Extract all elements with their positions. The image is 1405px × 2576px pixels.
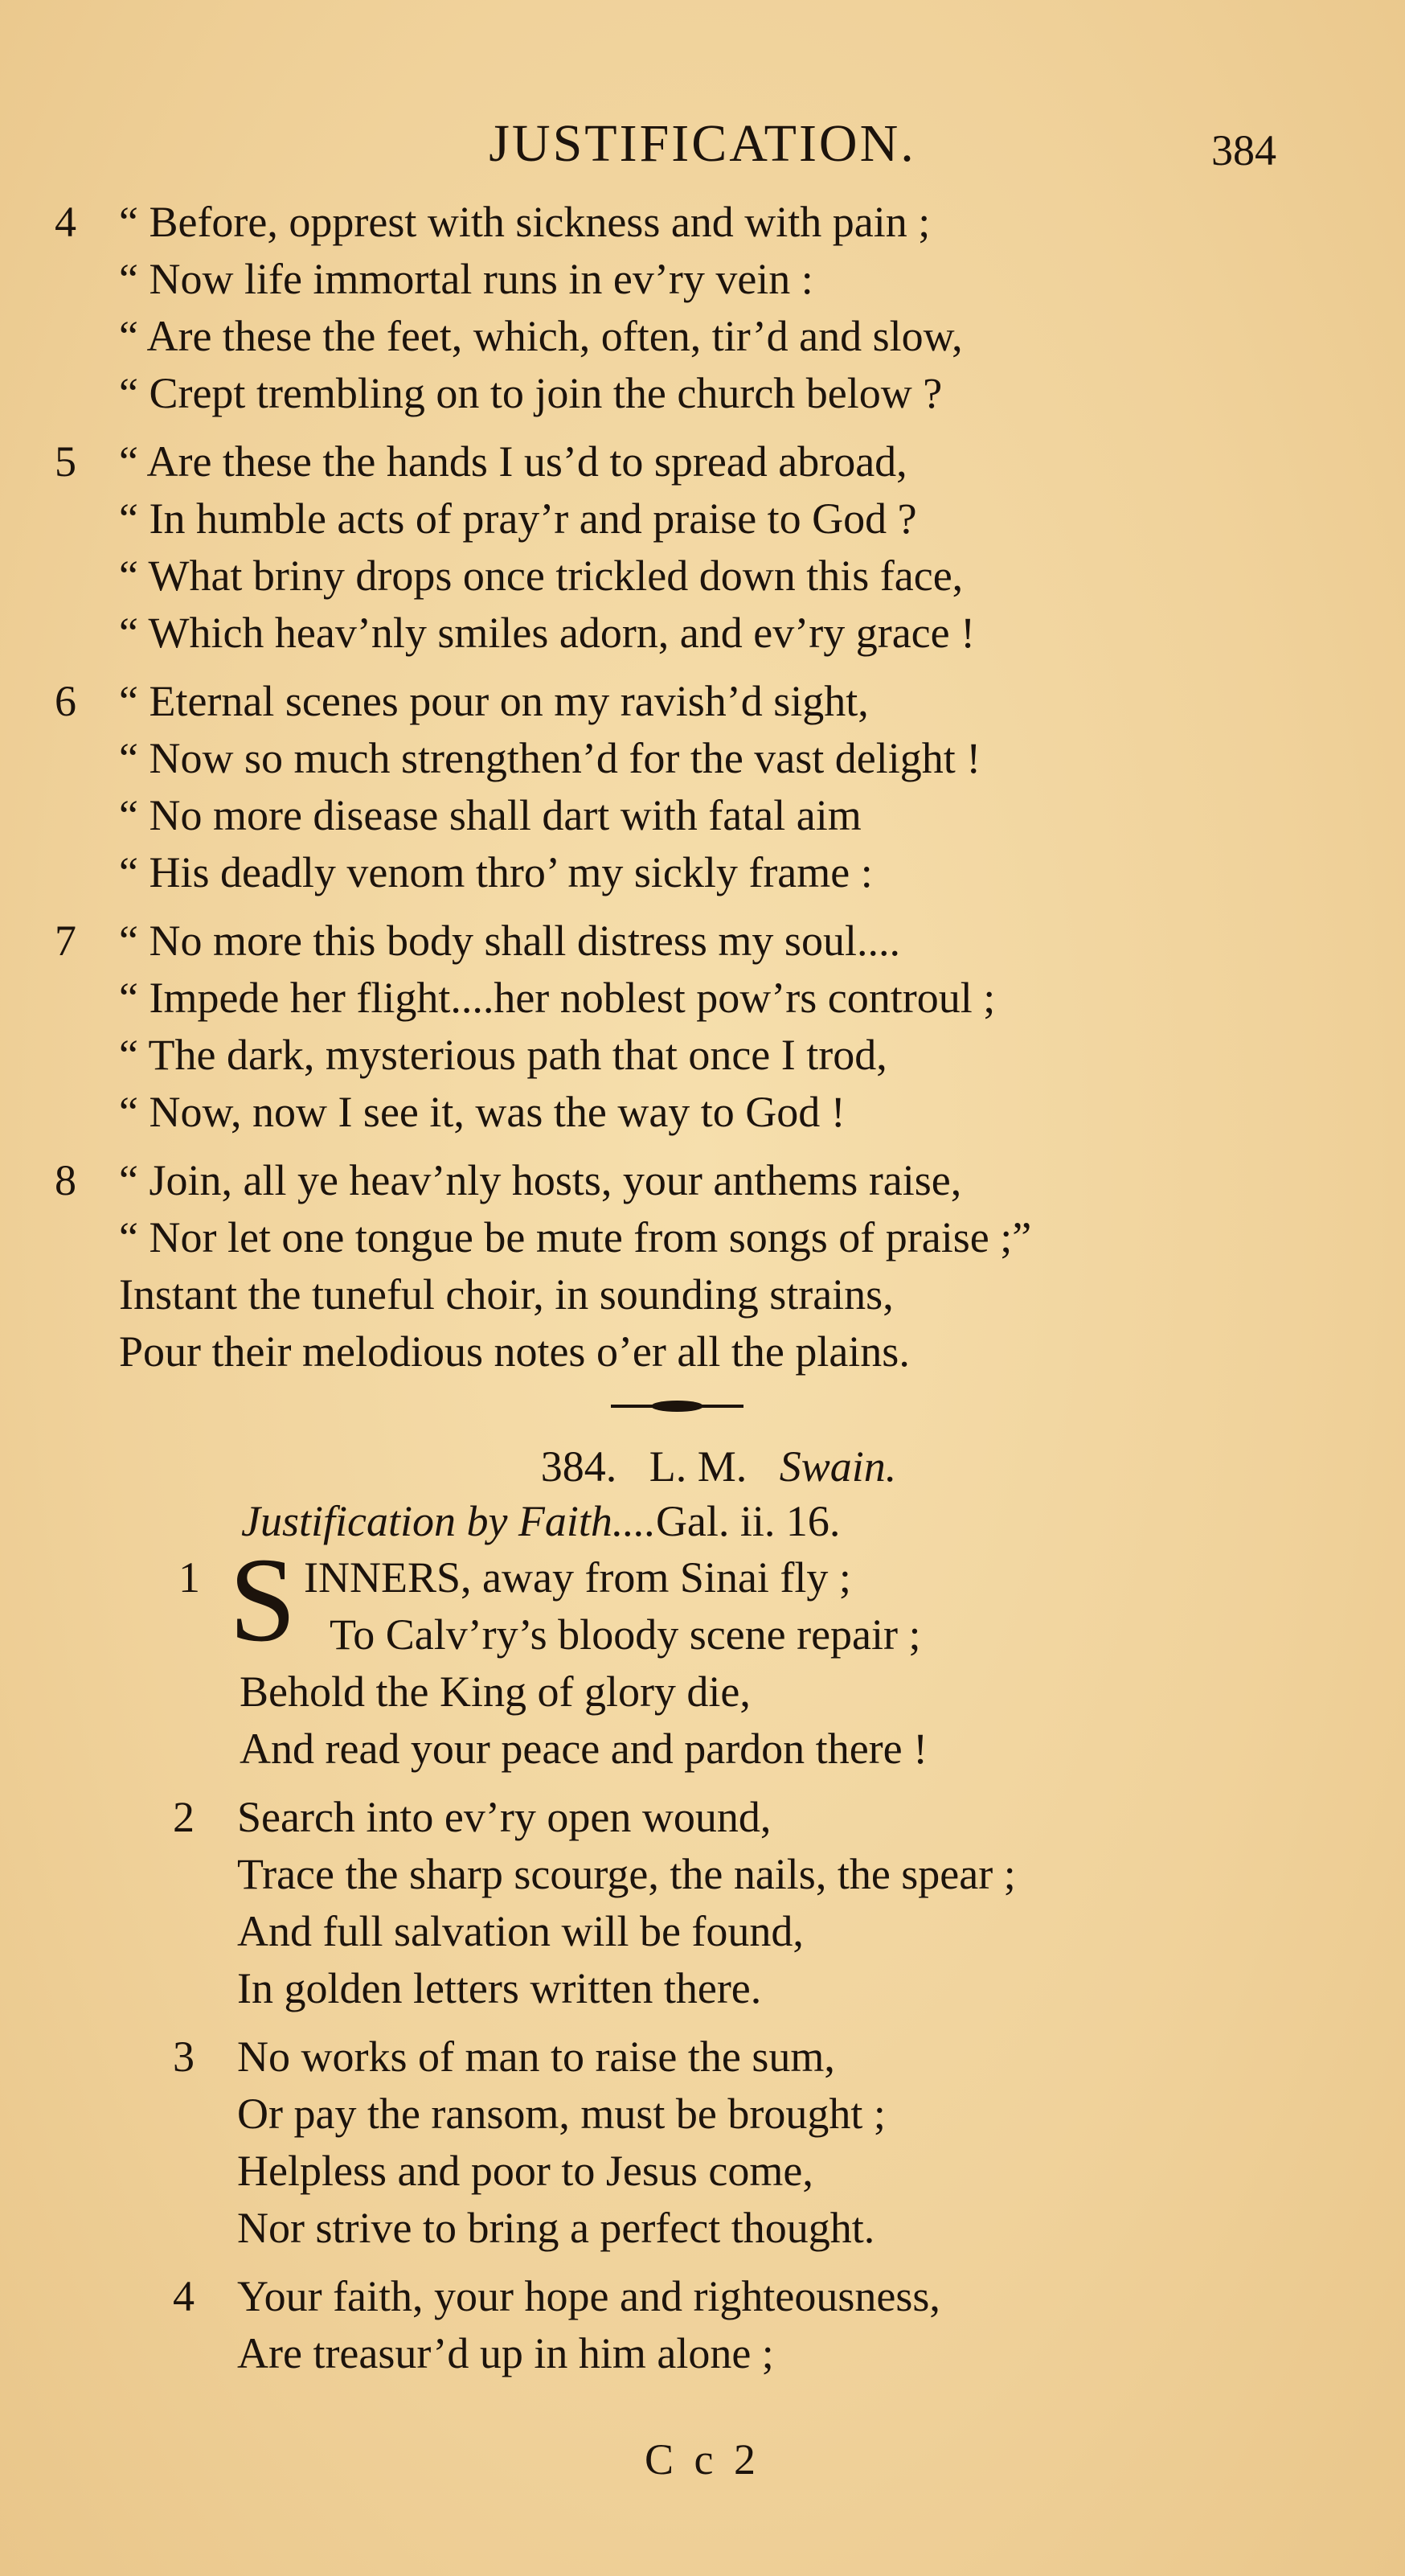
verse-line: INNERS, away from Sinai fly ; <box>304 1553 851 1602</box>
verse-line: “ Eternal scenes pour on my ravish’d sight, <box>119 677 869 725</box>
verse-number: 1 <box>178 1553 200 1602</box>
hymn-subtitle-reference: Gal. ii. 16. <box>655 1497 841 1545</box>
verse-line: No works of man to raise the sum, <box>237 2032 835 2081</box>
verse-number: 4 <box>55 198 76 246</box>
hymn-meter: L. M. <box>649 1442 748 1491</box>
section-divider <box>611 1403 743 1409</box>
verse-line: “ Which heav’nly smiles adorn, and ev’ry grace ! <box>119 609 976 657</box>
verse-line: Or pay the ransom, must be brought ; <box>237 2090 886 2138</box>
verse-line: “ Are these the hands I us’d to spread abroad, <box>119 437 907 486</box>
verse-number: 6 <box>55 677 76 725</box>
verse-number: 2 <box>173 1793 195 1841</box>
verse-line: Behold the King of glory die, <box>240 1667 751 1716</box>
running-head: JUSTIFICATION. <box>489 114 916 173</box>
verse-line: Instant the tuneful choir, in sounding strains, <box>119 1270 894 1319</box>
verse-line: Helpless and poor to Jesus come, <box>237 2147 813 2195</box>
verse-line: “ What briny drops once trickled down this face, <box>119 552 964 600</box>
verse-line: In golden letters written there. <box>237 1964 762 2012</box>
verse-line: And read your peace and pardon there ! <box>240 1725 928 1773</box>
drop-cap: S <box>229 1533 297 1667</box>
hymn-subtitle <box>241 1499 840 1543</box>
verse-line: Your faith, your hope and righteousness, <box>237 2272 940 2320</box>
signature-mark: C c 2 <box>645 2435 760 2484</box>
verse-line: “ In humble acts of pray’r and praise to God ? <box>119 494 917 543</box>
verse-number: 4 <box>173 2272 195 2320</box>
verse-number: 3 <box>173 2032 195 2081</box>
verse-line: And full salvation will be found, <box>237 1907 804 1955</box>
verse-line: “ No more this body shall distress my soul.... <box>119 917 900 965</box>
verse-line: “ Crept trembling on to join the church below ? <box>119 369 943 417</box>
verse-line: “ Now so much strengthen’d for the vast delight ! <box>119 734 981 782</box>
verse-line: “ Now life immortal runs in ev’ry vein : <box>119 255 813 303</box>
page-number: 384 <box>1211 126 1276 174</box>
verse-number: 8 <box>55 1156 76 1204</box>
verse-line: Pour their melodious notes o’er all the plains. <box>119 1327 910 1376</box>
verse-line: “ Join, all ye heav’nly hosts, your anthems raise, <box>119 1156 962 1204</box>
verse-line: Search into ev’ry open wound, <box>237 1793 772 1841</box>
verse-number: 5 <box>55 437 76 486</box>
hymn-number: 384. <box>540 1442 617 1491</box>
verse-line: “ Now, now I see it, was the way to God ! <box>119 1088 846 1136</box>
verse-line: Nor strive to bring a perfect thought. <box>237 2204 875 2252</box>
hymn-heading <box>0 1442 1405 1491</box>
verse-line: “ Nor let one tongue be mute from songs of praise ;” <box>119 1213 1032 1261</box>
verse-line: Trace the sharp scourge, the nails, the spear ; <box>237 1850 1016 1898</box>
verse-number: 7 <box>55 917 76 965</box>
verse-line: “ No more disease shall dart with fatal aim <box>119 791 862 839</box>
verse-line: “ The dark, mysterious path that once I trod, <box>119 1031 887 1079</box>
hymn-subtitle-title: Justification by Faith.... <box>241 1497 656 1545</box>
verse-line: “ Impede her flight....her noblest pow’rs controul ; <box>119 974 996 1022</box>
verse-line: “ His deadly venom thro’ my sickly frame : <box>119 848 873 896</box>
verse-line: “ Before, opprest with sickness and with pain ; <box>119 198 931 246</box>
verse-line: To Calv’ry’s bloody scene repair ; <box>330 1610 921 1659</box>
hymn-tune: Swain. <box>779 1442 897 1491</box>
verse-line: “ Are these the feet, which, often, tir’d and slow, <box>119 312 963 360</box>
verse-line: Are treasur’d up in him alone ; <box>237 2329 774 2377</box>
